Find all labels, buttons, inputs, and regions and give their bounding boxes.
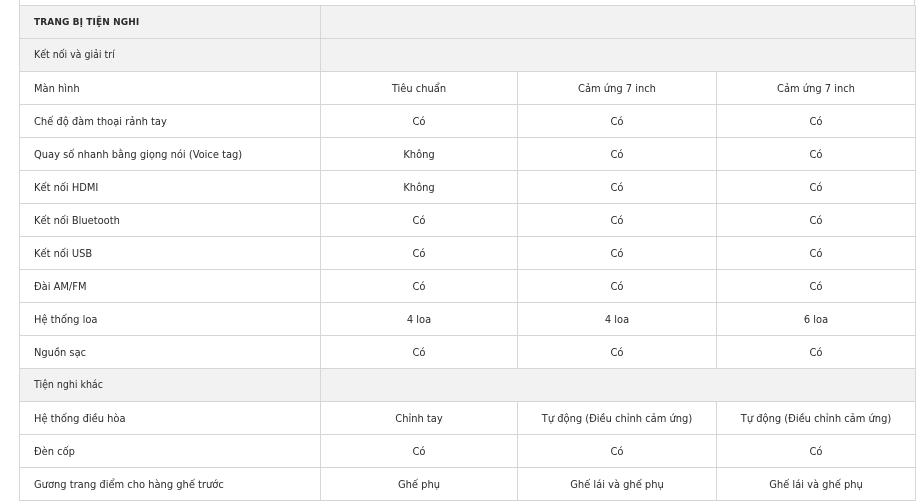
cell-value: 6 loa [717, 303, 916, 336]
cell-value: Có [518, 435, 717, 468]
table-row [20, 237, 916, 270]
cell-value: Có [321, 204, 518, 237]
row-label: Kết nối HDMI [20, 171, 321, 204]
cell-value: Có [717, 171, 916, 204]
cell-value: Ghế lái và ghế phụ [518, 468, 717, 501]
cell-value: Có [518, 270, 717, 303]
cell-value: Không [321, 171, 518, 204]
cell-value: Có [518, 138, 717, 171]
cell-value: Có [717, 336, 916, 369]
cell-value: Có [518, 105, 717, 138]
row-label: Gương trang điểm cho hàng ghế trước [20, 468, 321, 501]
cell-value: Có [321, 105, 518, 138]
cell-value: Tự động (Điều chỉnh cảm ứng) [717, 402, 916, 435]
cell-value: Cảm ứng 7 inch [717, 72, 916, 105]
cell-value: Có [717, 435, 916, 468]
cell-value: Tiêu chuẩn [321, 72, 518, 105]
cell-value: Có [518, 237, 717, 270]
cell-value: Có [518, 171, 717, 204]
row-label: Màn hình [20, 72, 321, 105]
table-row [20, 468, 916, 501]
section-fill [321, 39, 916, 72]
cell-value: 4 loa [321, 303, 518, 336]
row-label: Hệ thống điều hòa [20, 402, 321, 435]
section-header-connectivity [20, 39, 916, 72]
cell-value: Có [321, 237, 518, 270]
cell-value: Có [717, 270, 916, 303]
table-row [20, 72, 916, 105]
row-label: Kết nối Bluetooth [20, 204, 321, 237]
cell-value: Cảm ứng 7 inch [518, 72, 717, 105]
table-row [20, 171, 916, 204]
table-row [20, 303, 916, 336]
row-label: Đài AM/FM [20, 270, 321, 303]
table-row [20, 435, 916, 468]
cell-value: Có [717, 105, 916, 138]
cell-value: Chỉnh tay [321, 402, 518, 435]
section-title: Tiện nghi khác [20, 369, 321, 402]
cell-value: Có [717, 237, 916, 270]
table-row [20, 138, 916, 171]
table-row [20, 105, 916, 138]
table-row [20, 336, 916, 369]
section-header-other-amenities [20, 369, 916, 402]
cell-value: Có [717, 204, 916, 237]
section-title: Kết nối và giải trí [20, 39, 321, 72]
table-heading: TRANG BỊ TIỆN NGHI [20, 6, 321, 39]
row-label: Hệ thống loa [20, 303, 321, 336]
cell-value: Ghế lái và ghế phụ [717, 468, 916, 501]
row-label: Nguồn sạc [20, 336, 321, 369]
table-heading-row [20, 6, 916, 39]
cell-value: 4 loa [518, 303, 717, 336]
cell-value: Có [717, 138, 916, 171]
section-fill [321, 369, 916, 402]
cell-value: Có [321, 270, 518, 303]
cell-value: Có [518, 204, 717, 237]
table-heading-fill [321, 6, 916, 39]
table-row [20, 270, 916, 303]
cell-value: Có [321, 435, 518, 468]
cell-value: Tự động (Điều chỉnh cảm ứng) [518, 402, 717, 435]
cell-value: Có [518, 336, 717, 369]
table-row [20, 402, 916, 435]
cell-value: Có [321, 336, 518, 369]
spec-table [19, 5, 916, 501]
row-label: Đèn cốp [20, 435, 321, 468]
cell-value: Ghế phụ [321, 468, 518, 501]
row-label: Quay số nhanh bằng giọng nói (Voice tag) [20, 138, 321, 171]
cell-value: Không [321, 138, 518, 171]
row-label: Kết nối USB [20, 237, 321, 270]
row-label: Chế độ đàm thoại rảnh tay [20, 105, 321, 138]
table-row [20, 204, 916, 237]
